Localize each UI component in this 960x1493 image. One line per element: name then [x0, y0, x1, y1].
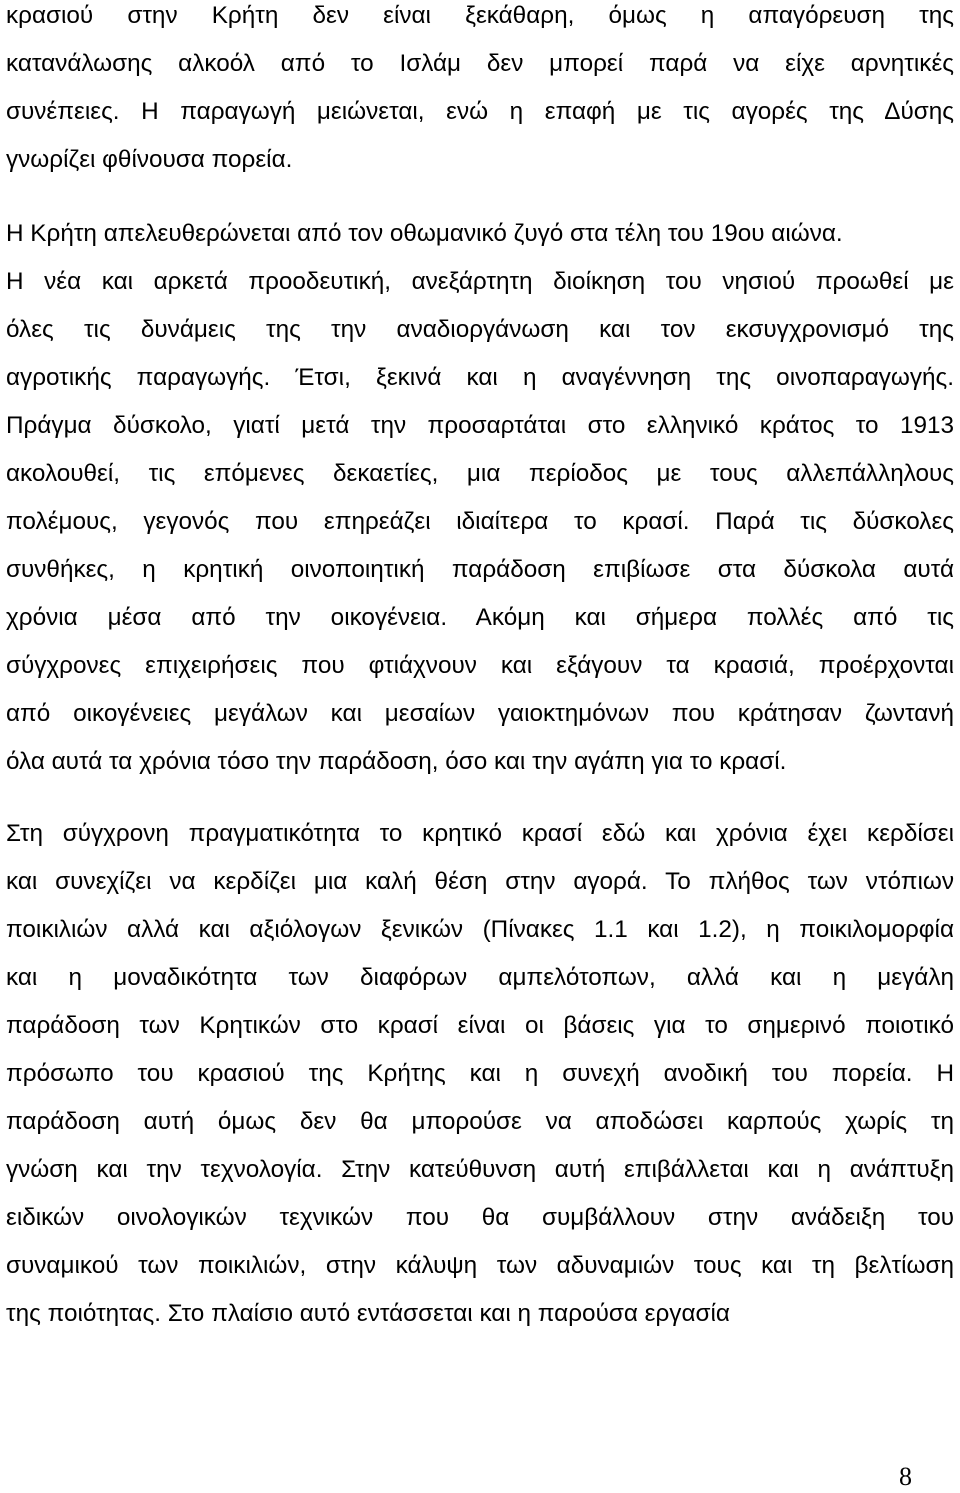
- text-line: της ποιότητας. Στο πλαίσιο αυτό εντάσσεται και η παρούσα εργασία: [6, 1300, 730, 1327]
- text-line: γνώση και την τεχνολογία. Στην κατεύθυνση αυτή επιβάλλεται και η ανάπτυξη: [6, 1156, 954, 1183]
- text-line: Η νέα και αρκετά προοδευτική, ανεξάρτητη διοίκηση του νησιού προωθεί με: [6, 268, 954, 295]
- text-line: χρόνια μέσα από την οικογένεια. Ακόμη και σήμερα πολλές από τις: [6, 604, 954, 631]
- text-line: συναμικού των ποικιλιών, στην κάλυψη των αδυναμιών τους και τη βελτίωση: [6, 1252, 954, 1279]
- text-line: ειδικών οινολογικών τεχνικών που θα συμβάλλουν στην ανάδειξη του: [6, 1204, 954, 1231]
- text-line: σύγχρονες επιχειρήσεις που φτιάχνουν και εξάγουν τα κρασιά, προέρχονται: [6, 652, 954, 679]
- text-line: συνθήκες, η κρητική οινοποιητική παράδοση επιβίωσε στα δύσκολα αυτά: [6, 556, 954, 583]
- text-line: πολέμους, γεγονός που επηρεάζει ιδιαίτερα το κρασί. Παρά τις δύσκολες: [6, 508, 954, 535]
- paragraph-3: [6, 810, 954, 1338]
- text-line: παράδοση των Κρητικών στο κρασί είναι οι βάσεις για το σημερινό ποιοτικό: [6, 1012, 954, 1039]
- text-line: και συνεχίζει να κερδίζει μια καλή θέση στην αγορά. Το πλήθος των ντόπιων: [6, 868, 954, 895]
- text-line: ποικιλιών αλλά και αξιόλογων ξενικών (Πίνακες 1.1 και 1.2), η ποικιλομορφία: [6, 916, 954, 943]
- text-line: παράδοση αυτή όμως δεν θα μπορούσε να αποδώσει καρπούς χωρίς τη: [6, 1108, 954, 1135]
- text-line: κατανάλωσης αλκοόλ από το Ισλάμ δεν μπορεί παρά να είχε αρνητικές: [6, 50, 954, 77]
- text-line: και η μοναδικότητα των διαφόρων αμπελότοπων, αλλά και η μεγάλη: [6, 964, 954, 991]
- text-line: γνωρίζει φθίνουσα πορεία.: [6, 146, 293, 173]
- paragraph-2: [6, 210, 954, 786]
- page-number: 8: [899, 1462, 912, 1491]
- text-line: ακολουθεί, τις επόμενες δεκαετίες, μια περίοδος με τους αλλεπάλληλους: [6, 460, 954, 487]
- text-line: αγροτικής παραγωγής. Έτσι, ξεκινά και η αναγέννηση της οινοπαραγωγής.: [6, 364, 954, 391]
- text-line: κρασιού στην Κρήτη δεν είναι ξεκάθαρη, όμως η απαγόρευση της: [6, 2, 954, 29]
- text-line: Στη σύγχρονη πραγματικότητα το κρητικό κρασί εδώ και χρόνια έχει κερδίσει: [6, 820, 954, 847]
- text-line: όλες τις δυνάμεις της την αναδιοργάνωση και τον εκσυγχρονισμό της: [6, 316, 954, 343]
- text-line: συνέπειες. Η παραγωγή μειώνεται, ενώ η επαφή με τις αγορές της Δύσης: [6, 98, 954, 125]
- text-line: από οικογένειες μεγάλων και μεσαίων γαιοκτημόνων που κράτησαν ζωντανή: [6, 700, 954, 727]
- text-line: Πράγμα δύσκολο, γιατί μετά την προσαρτάται στο ελληνικό κράτος το 1913: [6, 412, 954, 439]
- paragraph-1: [6, 0, 954, 184]
- text-line: όλα αυτά τα χρόνια τόσο την παράδοση, όσο και την αγάπη για το κρασί.: [6, 748, 787, 775]
- text-line: πρόσωπο του κρασιού της Κρήτης και η συνεχή ανοδική του πορεία. Η: [6, 1060, 954, 1087]
- text-line: Η Κρήτη απελευθερώνεται από τον οθωμανικό ζυγό στα τέλη του 19ου αιώνα.: [6, 220, 843, 247]
